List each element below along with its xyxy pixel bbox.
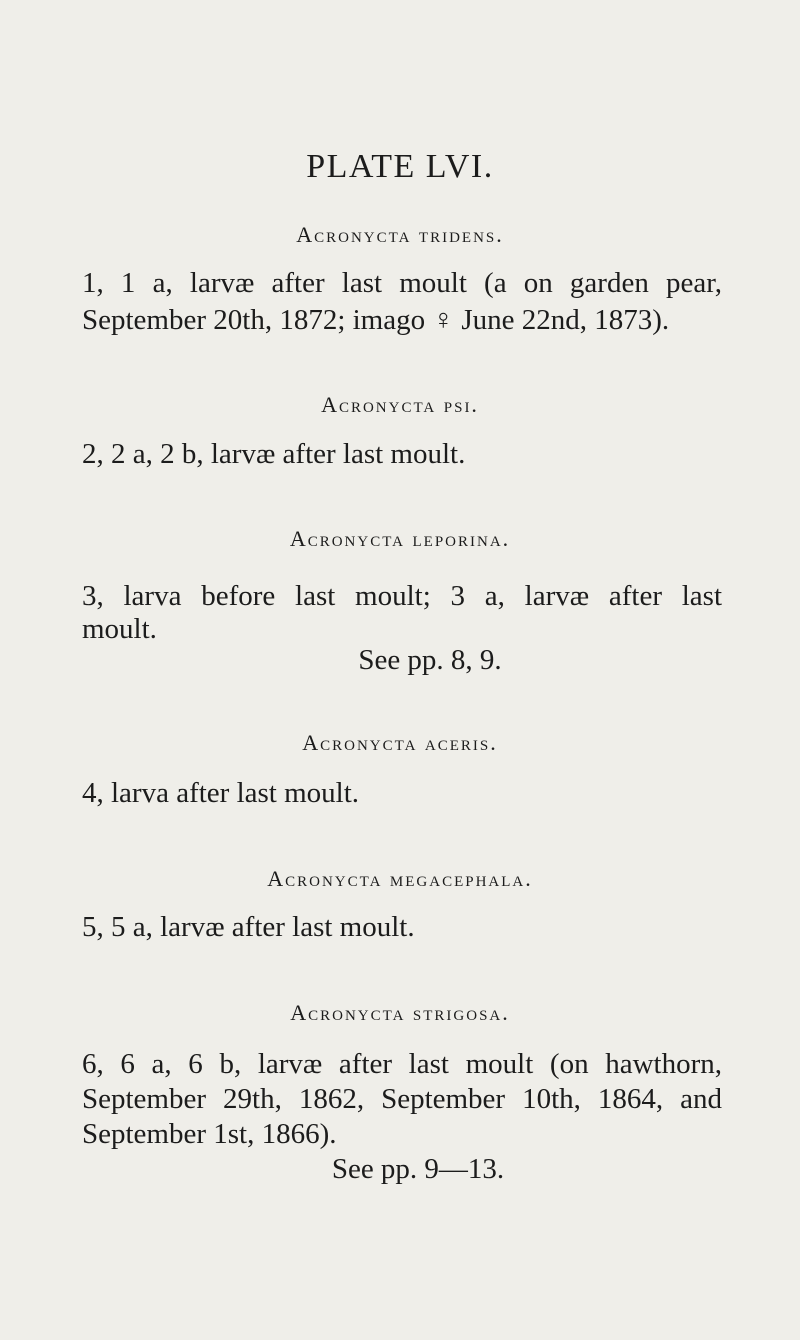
paragraph-line: 4, larva after last moult. (82, 777, 360, 809)
paragraph-line: 1, 1 a, larvæ after last moult (a on garden pear, (82, 267, 722, 299)
paragraph-line: 5, 5 a, larvæ after last moult. (82, 911, 415, 943)
paragraph-line: 6, 6 a, 6 b, larvæ after last moult (on hawthorn, (82, 1048, 722, 1080)
section-heading: Acronycta megacephala. (267, 866, 533, 891)
see-reference: See pp. 8, 9. (358, 644, 502, 676)
section-heading: Acronycta leporina. (289, 526, 511, 551)
paragraph-line: 2, 2 a, 2 b, larvæ after last moult. (82, 438, 466, 470)
paragraph-line: September 1st, 1866). (82, 1118, 337, 1150)
paragraph-line: moult. (82, 613, 157, 645)
paragraph-line: September 29th, 1862, September 10th, 1864, and (82, 1083, 722, 1115)
section-heading: Acronycta strigosa. (290, 1000, 510, 1025)
paragraph-line: 3, larva before last moult; 3 a, larvæ after last (82, 580, 722, 612)
paragraph-line: September 20th, 1872; imago ♀ June 22nd, 1873). (82, 304, 670, 336)
plate-title: PLATE LVI. (306, 148, 494, 185)
section-heading: Acronycta aceris. (302, 730, 498, 755)
section-heading: Acronycta tridens. (296, 222, 504, 247)
section-heading: Acronycta psi. (321, 392, 479, 417)
see-reference: See pp. 9—13. (331, 1153, 505, 1185)
